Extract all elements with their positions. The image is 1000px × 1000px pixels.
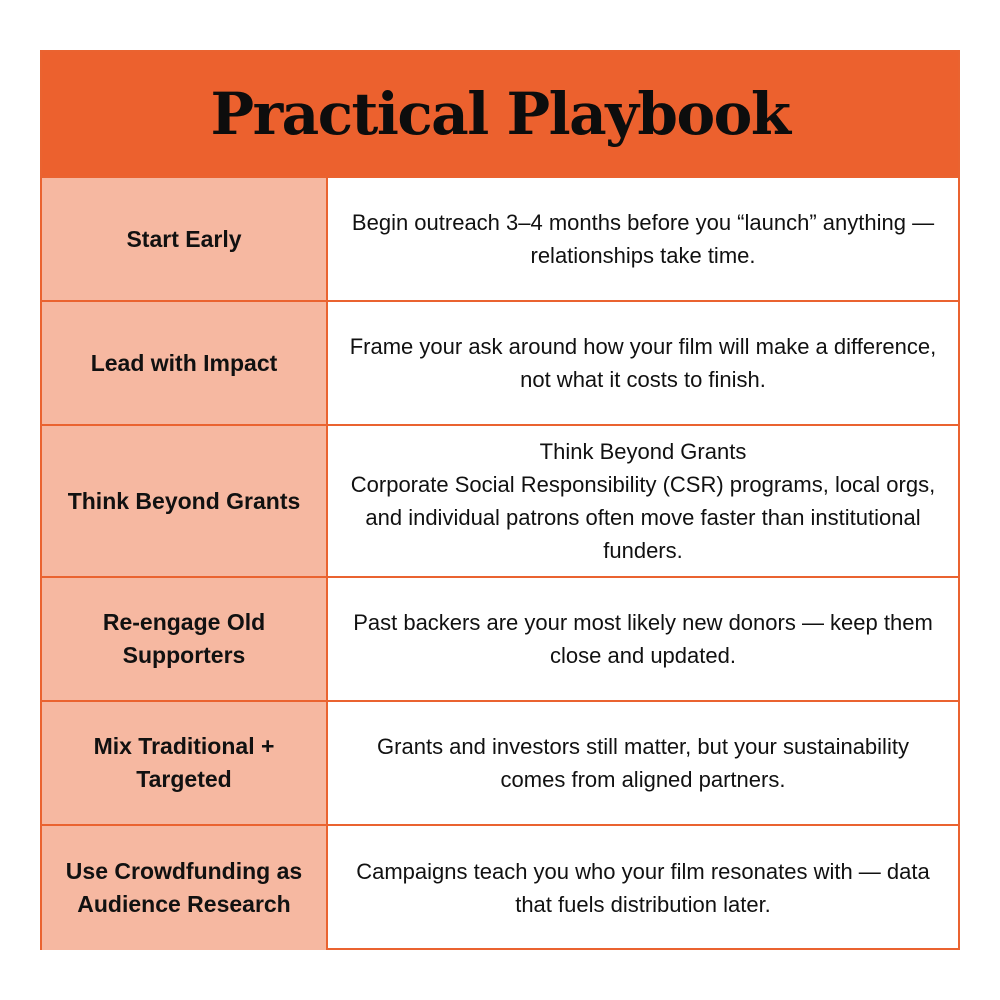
table-row	[42, 702, 958, 826]
playbook-rows	[42, 178, 958, 950]
row-label: Start Early	[42, 178, 328, 300]
row-label: Mix Traditional + Targeted	[42, 702, 328, 824]
row-description: Begin outreach 3–4 months before you “launch” anything — relationships take time.	[351, 210, 935, 268]
table-row	[42, 178, 958, 302]
row-description-cell	[328, 826, 958, 950]
row-description-cell	[328, 178, 958, 300]
page-title: Practical Playbook	[210, 80, 790, 148]
row-label: Re-engage Old Supporters	[42, 578, 328, 700]
row-description-block	[343, 435, 943, 567]
row-label: Lead with Impact	[42, 302, 328, 424]
table-row	[42, 426, 958, 578]
row-label: Think Beyond Grants	[42, 426, 328, 576]
row-description-cell	[328, 426, 958, 576]
title-bar	[42, 52, 958, 178]
table-row	[42, 302, 958, 426]
table-row	[42, 826, 958, 950]
row-description: Frame your ask around how your film will make a difference, not what it costs to finish.	[349, 334, 937, 392]
row-description: Past backers are your most likely new donors — keep them close and updated.	[353, 610, 933, 668]
row-description-cell	[328, 578, 958, 700]
row-description: Campaigns teach you who your film resonates with — data that fuels distribution later.	[356, 859, 930, 917]
table-row	[42, 578, 958, 702]
row-description: Grants and investors still matter, but your sustainability comes from aligned partners.	[377, 734, 909, 792]
playbook-table	[40, 50, 960, 950]
row-description-cell	[328, 302, 958, 424]
row-description: Corporate Social Responsibility (CSR) programs, local orgs, and individual patrons often move faster than institutional funders.	[350, 472, 936, 563]
row-description-cell	[328, 702, 958, 824]
row-label: Use Crowdfunding as Audience Research	[42, 826, 328, 950]
row-description-heading: Think Beyond Grants	[539, 439, 747, 464]
